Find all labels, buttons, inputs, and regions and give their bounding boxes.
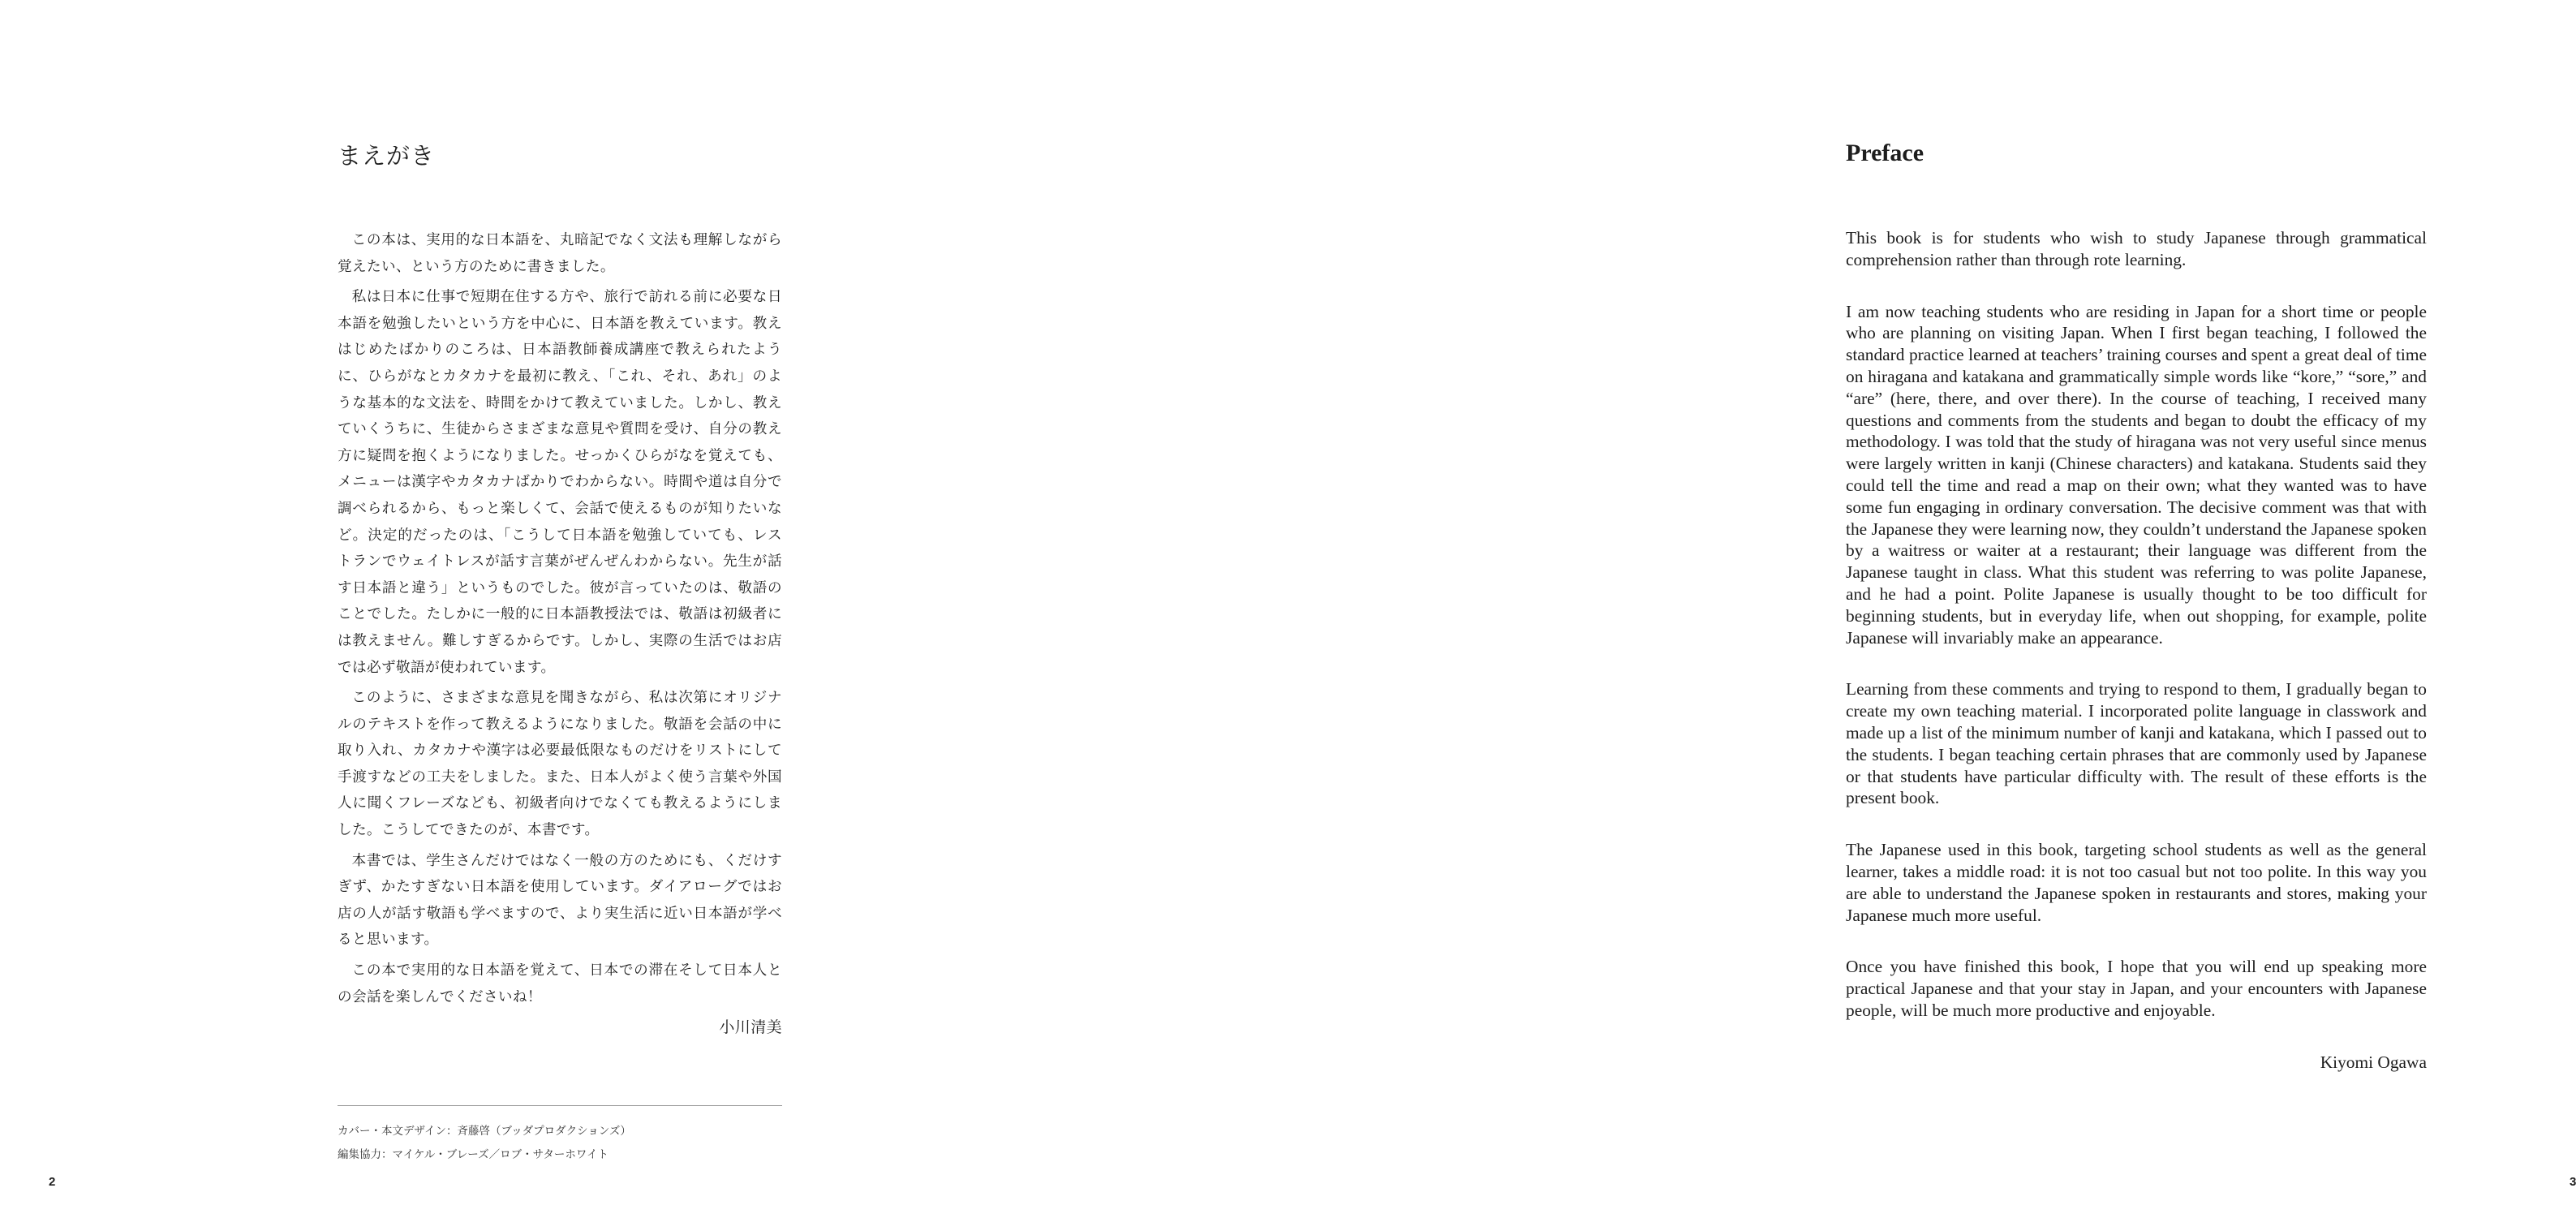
- credit-design: カバー・本文デザイン：斉藤啓（ブッダプロダクションズ）: [338, 1125, 631, 1138]
- japanese-author-signature: 小川清美: [719, 1018, 782, 1037]
- right-page: [871, 0, 2576, 1231]
- japanese-paragraph: この本は、実用的な日本語を、丸暗記でなく文法も理解しながら覚えたい、という方のために書きました。: [338, 232, 782, 275]
- japanese-paragraph: この本で実用的な日本語を覚えて、日本での滞在そして日本人との会話を楽しんでくださいね！: [338, 962, 782, 1005]
- credits-divider: [338, 1105, 782, 1106]
- page-number-right: 3: [2570, 1175, 2576, 1189]
- japanese-paragraph: このように、さまざまな意見を聞きながら、私は次第にオリジナルのテキストを作って教えるようになりました。敬語を会話の中に取り入れ、カタカナや漢字は必要最低限なものだけをリストにして手渡すなどの工夫をしました。また、日本人がよく使う言葉や外国人に聞くフレーズなども、初級者向けでなくても教えるようにしました。こうしてできたのが、本書です。: [338, 690, 782, 839]
- japanese-preface-title: まえがき: [338, 142, 436, 170]
- english-preface-title: Preface: [1846, 140, 1924, 166]
- english-author-signature: Kiyomi Ogawa: [2320, 1052, 2427, 1072]
- credits: [338, 1120, 782, 1167]
- english-paragraph: I am now teaching students who are residing in Japan for a short time or people who are planning on visiting Japan. When I first began teaching, I followed the standard practice learned at teachers’ training courses and spent a great deal of time on hiragana and katakana and grammatically simple words like “kore,” “sore,” and “are” (here, there, and over there). In the course of teaching, I received many questions and comments from the students and began to doubt the efficacy of my methodology. I was told that the study of hiragana was not very useful since menus were largely written in kanji (Chinese characters) and katakana. Students said they could tell the time and read a map on their own; what they wanted was to have some fun engaging in ordinary conversation. The decisive comment was that with the Japanese they were learning now, they couldn’t understand the Japanese spoken by a waitress or waiter at a restaurant; their language was different from the Japanese taught in class. What this student was referring to was polite Japanese, and he had a point. Polite Japanese is usually thought to be too difficult for beginning students, but in everyday life, when out shopping, for example, polite Japanese will invariably make an appearance.: [1846, 301, 2427, 648]
- left-page: [0, 0, 871, 1231]
- english-paragraph: Once you have finished this book, I hope that you will end up speaking more practical Japanese and that your stay in Japan, and your encounters with Japanese people, will be much more productive and enjoyable.: [1846, 957, 2427, 1020]
- page-number-left: 2: [49, 1175, 56, 1189]
- japanese-preface-body: [338, 227, 782, 1041]
- japanese-paragraph: 私は日本に仕事で短期在住する方や、旅行で訪れる前に必要な日本語を勉強したいという方を中心に、日本語を教えています。教えはじめたばかりのころは、日本語教師養成講座で教えられたように、ひらがなとカタカナを最初に教え、「これ、それ、あれ」のような基本的な文法を、時間をかけて教えていました。しかし、教えていくうちに、生徒からさまざまな意見や質問を受け、自分の教え方に疑問を抱くようになりました。せっかくひらがなを覚えても、メニューは漢字やカタカナばかりでわからない。時間や道は自分で調べられるから、もっと楽しくて、会話で使えるものが知りたいなど。決定的だったのは、「こうして日本語を勉強していても、レストランでウェイトレスが話す言葉がぜんぜんわからない。先生が話す日本語と違う」というものでした。彼が言っていたのは、敬語のことでした。たしかに一般的に日本語教授法では、敬語は初級者には教えません。難しすぎるからです。しかし、実際の生活ではお店では必ず敬語が使われています。: [338, 289, 782, 676]
- english-preface-body: [1846, 227, 2427, 1074]
- english-paragraph: This book is for students who wish to study Japanese through grammatical comprehension rather than through rote learning.: [1846, 228, 2427, 269]
- credit-editorial: 編集協力：マイケル・ブレーズ／ロブ・サターホワイト: [338, 1148, 609, 1161]
- english-paragraph: Learning from these comments and trying to respond to them, I gradually began to create my own teaching material. I incorporated polite language in classwork and made up a list of the minimum number of kanji and katakana, which I passed out to the students. I began teaching certain phrases that are commonly used by Japanese or that students have particular difficulty with. The result of these efforts is the present book.: [1846, 679, 2427, 808]
- japanese-paragraph: 本書では、学生さんだけではなく一般の方のためにも、くだけすぎず、かたすぎない日本語を使用しています。ダイアローグではお店の人が話す敬語も学べますので、より実生活に近い日本語が学べると思います。: [338, 852, 782, 949]
- english-paragraph: The Japanese used in this book, targeting school students as well as the general learner, takes a middle road: it is not too casual but not too polite. In this way you are able to understand the Japanese spoken in restaurants and stores, making your Japanese much more useful.: [1846, 840, 2427, 925]
